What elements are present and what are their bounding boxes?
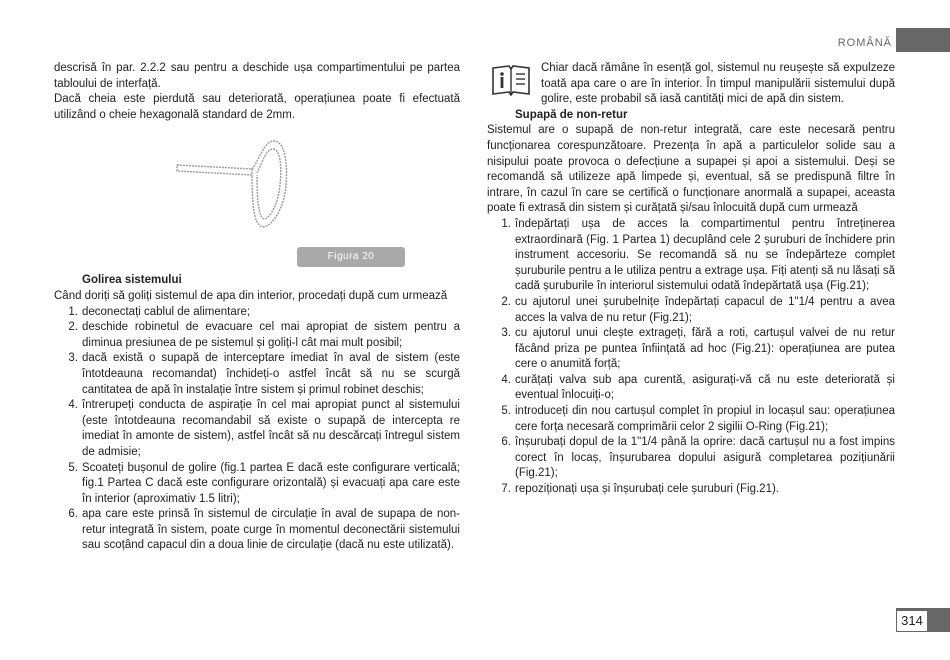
right-column (487, 61, 895, 498)
list-item: 5. Scoateți bușonul de golire (fig.1 partea E dacă este configurare verticală; fig.1 Partea C dacă este configurare orizontală) și evacuați apa care este în interior (aproximativ 1.5 litri); (68, 461, 460, 505)
language-label: ROMÂNĂ (837, 37, 892, 49)
list-item: 5. introduceți din nou cartușul complet în propiul in locașul sau: operațiunea cere forța necesară comprimării celor 2 sigilii O-Ring (Fig.21); (501, 405, 895, 433)
list-item: 1. deconectați cablul de alimentare; (68, 305, 251, 318)
note-text: Chiar dacă rămâne în esență gol, sistemul nu reușește să expulzeze toată apa care o are în interior. În timpul manipulării sistemului după golire, este probabil să iasă cantități mici de apă din sistem. (541, 62, 895, 106)
valve-steps-list (487, 217, 895, 498)
list-item: 4. curățați valva sub apa curentă, asigurați-vă că nu este deteriorată și eventual înlocuiți-o; (501, 373, 895, 402)
note-block (487, 61, 895, 108)
list-item: 4. întrerupeți conducta de aspirație în cel mai apropiat punct al sistemului (este întotdeauna recomandabil să existe o supapă de intercepta re imediat în amonte de sistem), astfel încât să nu descărcați întregul sistem de admisie; (68, 399, 460, 458)
figure-20 (54, 123, 460, 273)
page-number: 314 (897, 611, 927, 631)
section-intro-check-valve: Sistemul are o supapă de non-retur integrată, care este necesară pentru funcționarea corespunzătoare. Prezența în apă a particulelor solide sau a nisipului poate provoca o defecțiune a supapei și apoi a sistemului. Deși se recomandă să utilizeze apă limpede și, eventual, să se predispună filtre în intrare, în cazul în care se certifică o funcționare anormală a supapei, aceasta poate fi extrasă din sistem și curățată și/sau înlocuită după cum urmează (487, 124, 895, 215)
list-item: 6. apa care este prinsă în sistemul de circulație în aval de supapa de non-retur integrată în sistem, poate curge în momentul deconectării sistemului sau scoțând capacul din a doua linie de circulație (dacă nu este utilizată). (68, 508, 460, 552)
intro-paragraph-2: Dacă cheia este pierdută sau deteriorată, operațiunea poate fi efectuată utilizând o cheie hexagonală standard de 2mm. (54, 93, 460, 121)
list-item: 3. cu ajutorul unui clește extrageți, fără a roti, cartușul valvei de nu retur făcând priza pe puntea înființată ad hoc (Fig.21): operațiunea are putea cere o anumită forță; (501, 327, 895, 371)
list-item: 2. deschide robinetul de evacuare cel mai apropiat de sistem pentru a diminua presiunea de pe sistemul și goliți-l cât mai mult posibil; (68, 321, 460, 349)
drain-steps-list (54, 305, 460, 555)
list-item: 1. îndepărtați ușa de acces la compartimentul pentru întreținerea extraordinară (Fig. 1 Partea 1) decuplând cele 2 șuruburi de închidere prin instrument accesoriu. Se recomandă să nu se îndepărteze complet șuruburile pentru a le utiliza pentru a extrage ușa. Fiți atenți să nu lăsați să cadă șuruburile în interiorul sistemului odată îndepărtată ușa (Fig.21); (501, 217, 895, 293)
section-title-check-valve: Supapă de non-retur (515, 108, 628, 121)
list-item: 3. dacă există o supapă de interceptare imediat în aval de sistem (este întotdeauna recomandat) închideți-o astfel încât să nu se scurgă cantitatea de apă în instalație între sistem și primul robinet deschis; (68, 352, 460, 396)
book-info-icon (491, 64, 531, 96)
list-item: 7. repoziționați ușa și înșurubați cele șuruburi (Fig.21). (501, 483, 779, 496)
hex-key-illustration (172, 135, 342, 245)
language-tab (896, 28, 950, 52)
figure-caption: Figura 20 (297, 247, 405, 267)
left-column (54, 61, 460, 554)
list-item: 6. înșurubați dopul de la 1"1/4 până la oprire: dacă cartușul nu a fost impins corect în locaș, înșurubarea dopului asigură completarea pozițiunării (Fig.21); (501, 436, 895, 480)
list-item: 2. cu ajutorul unei șurubelnițe îndepărtați capacul de 1"1/4 pentru a avea acces la valva de nu retur (Fig.21); (501, 295, 895, 324)
section-title-drain: Golirea sistemului (82, 274, 182, 287)
section-intro-drain: Când doriți să goliți sistemul de apa din interior, procedați după cum urmează (54, 289, 448, 302)
intro-paragraph: descrisă în par. 2.2.2 sau pentru a deschide ușa compartimentului pe partea tabloului de interfață. (54, 62, 460, 90)
